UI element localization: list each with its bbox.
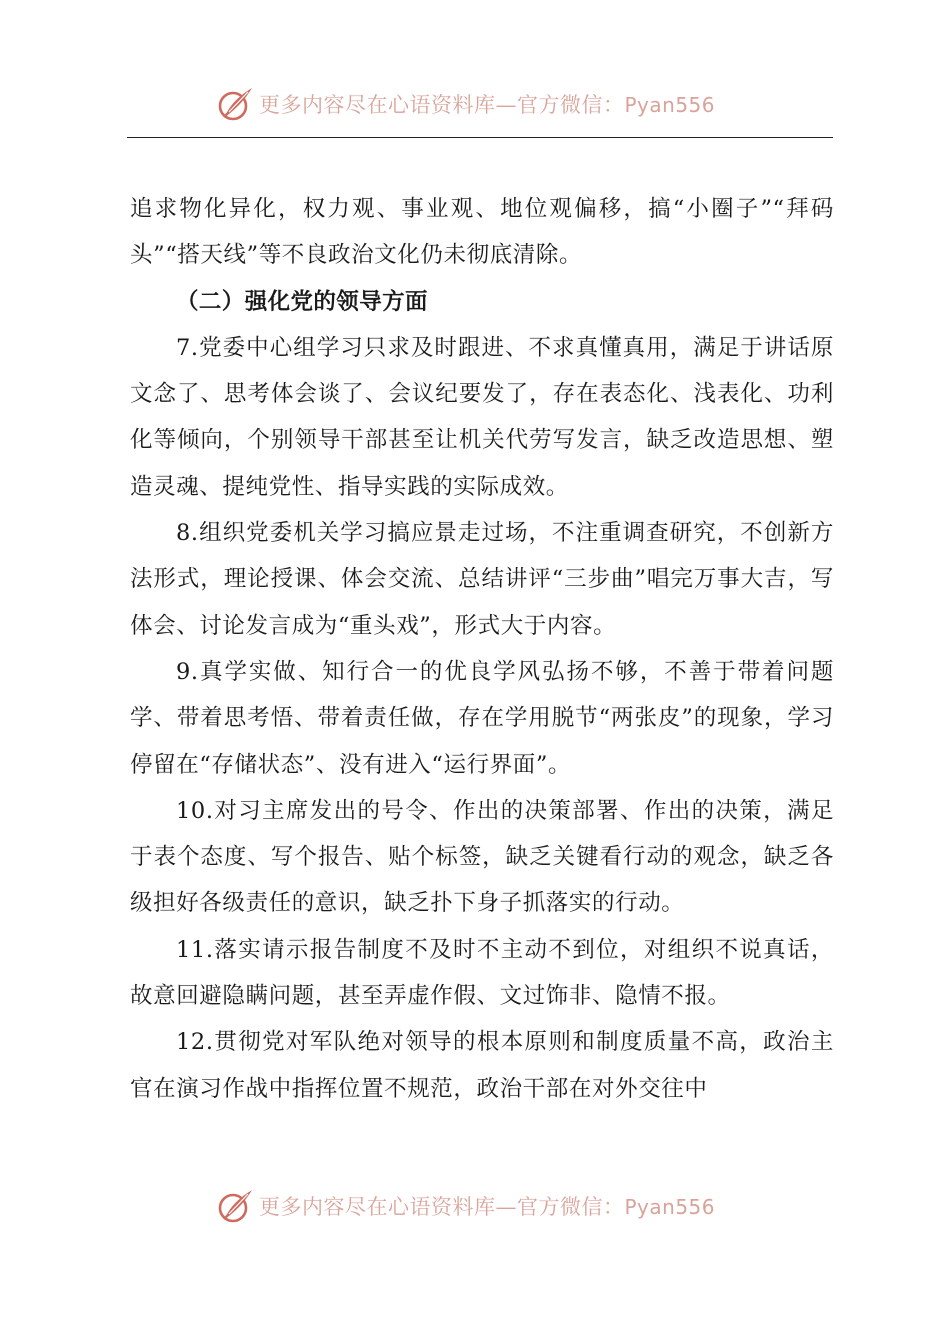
quill-pen-logo-icon xyxy=(215,84,255,124)
list-item: 12.贯彻党对军队绝对领导的根本原则和制度质量不高，政治主官在演习作战中指挥位置不规范，政治干部在对外交往中 xyxy=(130,1029,834,1102)
watermark-text: 更多内容尽在心语资料库—官方微信：Pyan556 xyxy=(258,1195,715,1219)
section-heading: （二）强化党的领导方面 xyxy=(176,288,428,315)
header-watermark xyxy=(0,82,950,126)
list-item: 9.真学实做、知行合一的优良学风弘扬不够，不善于带着问题学、带着思考悟、带着责任做，存在学用脱节“两张皮”的现象，学习停留在“存储状态”、没有进入“运行界面”。 xyxy=(130,658,834,778)
header-divider xyxy=(127,137,833,138)
list-item: 11.落实请示报告制度不及时不主动不到位，对组织不说真话，故意回避隐瞒问题，甚至弄虚作假、文过饰非、隐情不报。 xyxy=(130,936,834,1010)
watermark-text: 更多内容尽在心语资料库—官方微信：Pyan556 xyxy=(258,93,715,117)
continuation-paragraph: 追求物化异化，权力观、事业观、地位观偏移，搞“小圈子”“拜码头”“搭天线”等不良政治文化仍未彻底清除。 xyxy=(130,196,834,269)
list-item: 10.对习主席发出的号令、作出的决策部署、作出的决策，满足于表个态度、写个报告、贴个标签，缺乏关键看行动的观念，缺乏各级担好各级责任的意识，缺乏扑下身子抓落实的行动。 xyxy=(130,797,834,917)
footer-watermark xyxy=(0,1184,950,1228)
quill-pen-logo-icon xyxy=(215,1186,255,1226)
document-body xyxy=(130,186,834,1112)
list-item: 8.组织党委机关学习搞应景走过场，不注重调查研究，不创新方法形式，理论授课、体会交流、总结讲评“三步曲”唱完万事大吉，写体会、讨论发言成为“重头戏”，形式大于内容。 xyxy=(130,520,834,639)
list-item: 7.党委中心组学习只求及时跟进、不求真懂真用，满足于讲话原文念了、思考体会谈了、会议纪要发了，存在表态化、浅表化、功利化等倾向，个别领导干部甚至让机关代劳写发言，缺乏改造思想、塑造灵魂、提纯党性、指导实践的实际成效。 xyxy=(130,334,834,500)
